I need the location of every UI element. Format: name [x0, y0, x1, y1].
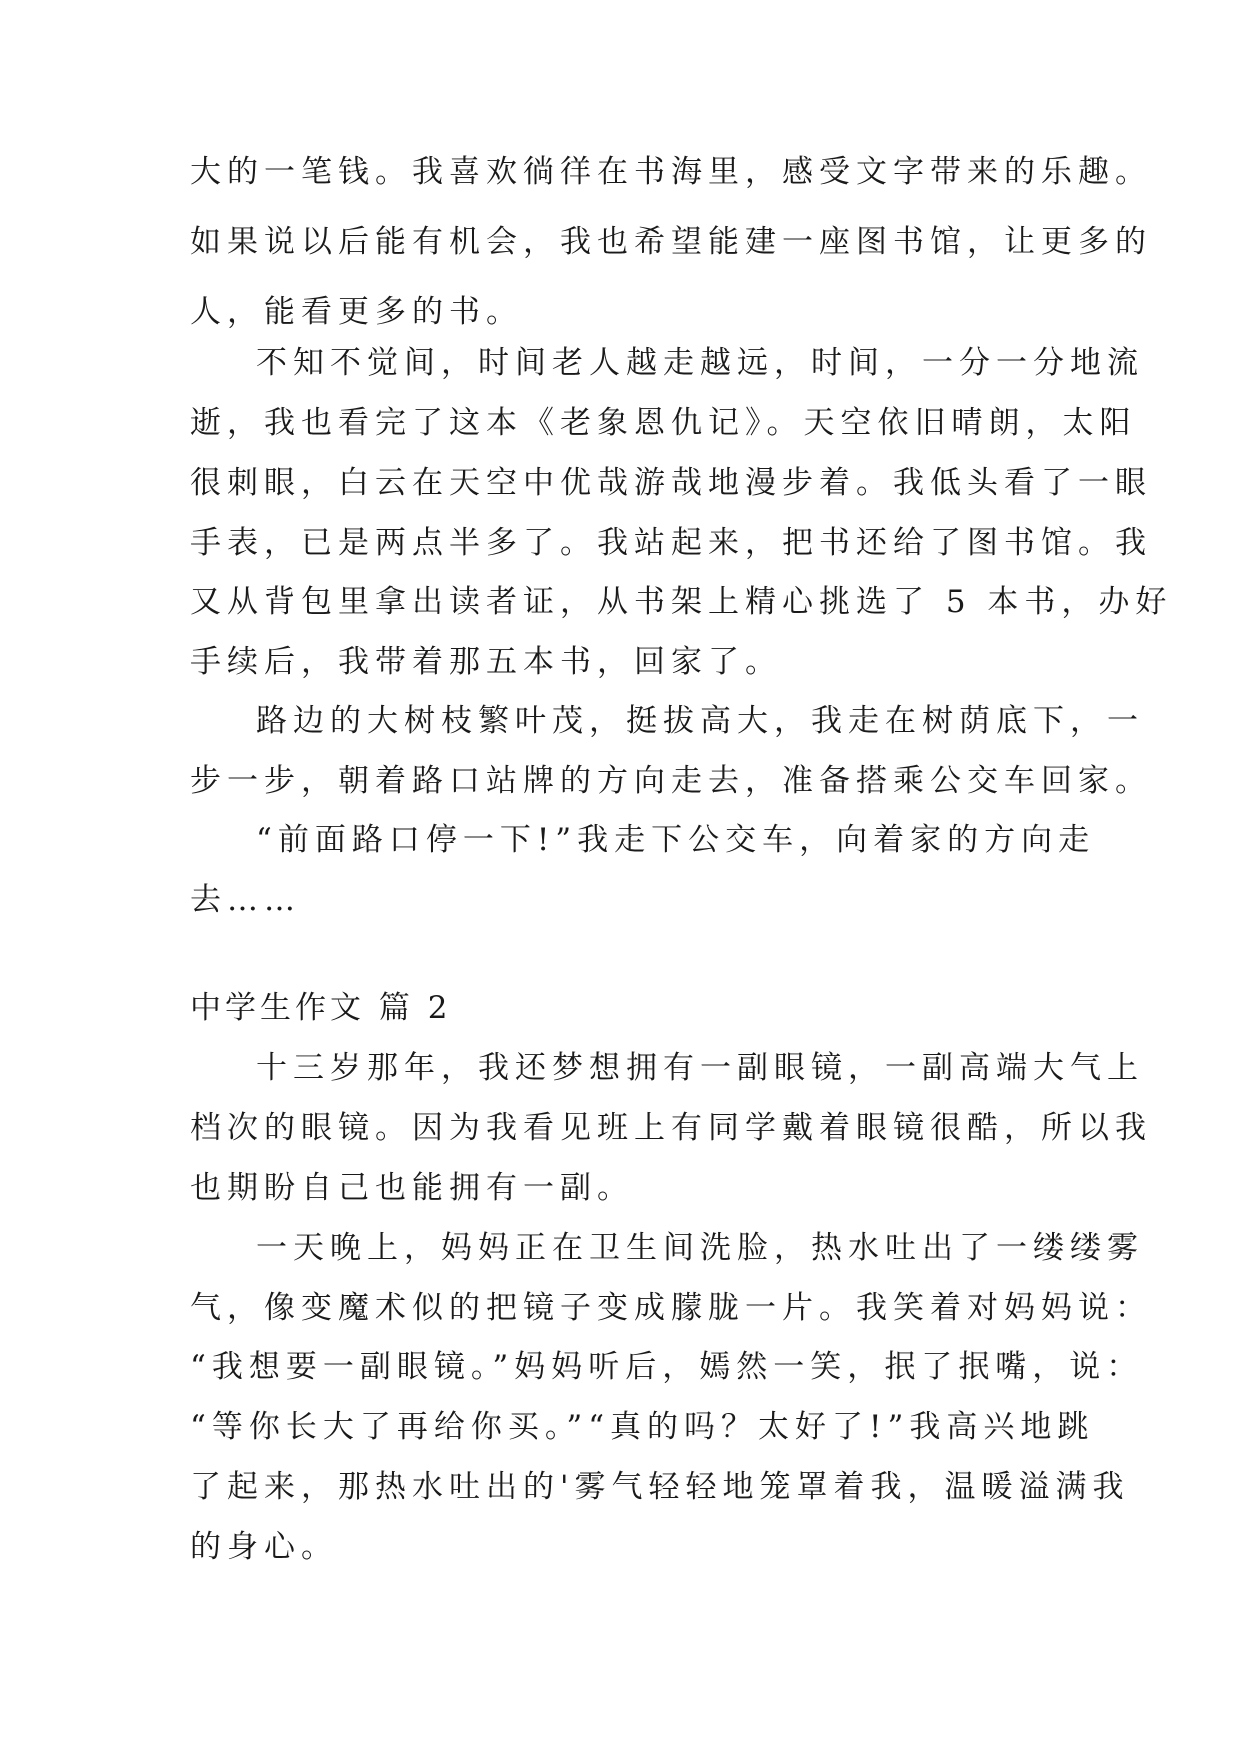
paragraph-line: “等你长大了再给你买。”“真的吗？太好了!”我高兴地跳	[190, 1409, 1095, 1445]
paragraph-line: 不知不觉间，时间老人越走越远，时间，一分一分地流	[256, 345, 1144, 381]
section-heading: 中学生作文 篇 2	[190, 990, 452, 1026]
paragraph-line: 档次的眼镜。因为我看见班上有同学戴着眼镜很酷，所以我	[190, 1110, 1152, 1146]
paragraph-line: 了起来，那热水吐出的'雾气轻轻地笼罩着我，温暖溢满我	[190, 1469, 1130, 1505]
paragraph-line: 逝，我也看完了这本《老象恩仇记》。天空依旧晴朗，太阳	[190, 405, 1137, 441]
paragraph-line: 手续后，我带着那五本书，回家了。	[190, 644, 782, 680]
paragraph-line: 人，能看更多的书。	[190, 294, 523, 330]
paragraph-line: 路边的大树枝繁叶茂，挺拔高大，我走在树荫底下，一	[256, 703, 1144, 739]
paragraph-line: 大的一笔钱。我喜欢徜徉在书海里，感受文字带来的乐趣。	[190, 154, 1152, 190]
paragraph-line: 如果说以后能有机会，我也希望能建一座图书馆，让更多的	[190, 224, 1152, 260]
paragraph-line: 去……	[190, 882, 301, 918]
paragraph-line: “我想要一副眼镜。”妈妈听后，嫣然一笑，抿了抿嘴，说：	[190, 1349, 1144, 1385]
paragraph-line: 十三岁那年，我还梦想拥有一副眼镜，一副高端大气上	[256, 1050, 1144, 1086]
paragraph-line: 也期盼自己也能拥有一副。	[190, 1170, 634, 1206]
paragraph-line: 手表，已是两点半多了。我站起来，把书还给了图书馆。我	[190, 525, 1152, 561]
paragraph-line: “前面路口停一下!”我走下公交车，向着家的方向走	[256, 822, 1096, 858]
paragraph-line: 步一步，朝着路口站牌的方向走去，准备搭乘公交车回家。	[190, 763, 1152, 799]
paragraph-line: 又从背包里拿出读者证，从书架上精心挑选了 5 本书，办好	[190, 584, 1173, 620]
paragraph-line: 气，像变魔术似的把镜子变成朦胧一片。我笑着对妈妈说：	[190, 1290, 1152, 1326]
paragraph-line: 很刺眼，白云在天空中优哉游哉地漫步着。我低头看了一眼	[190, 465, 1152, 501]
paragraph-line: 的身心。	[190, 1529, 338, 1565]
paragraph-line: 一天晚上，妈妈正在卫生间洗脸，热水吐出了一缕缕雾	[256, 1230, 1144, 1266]
